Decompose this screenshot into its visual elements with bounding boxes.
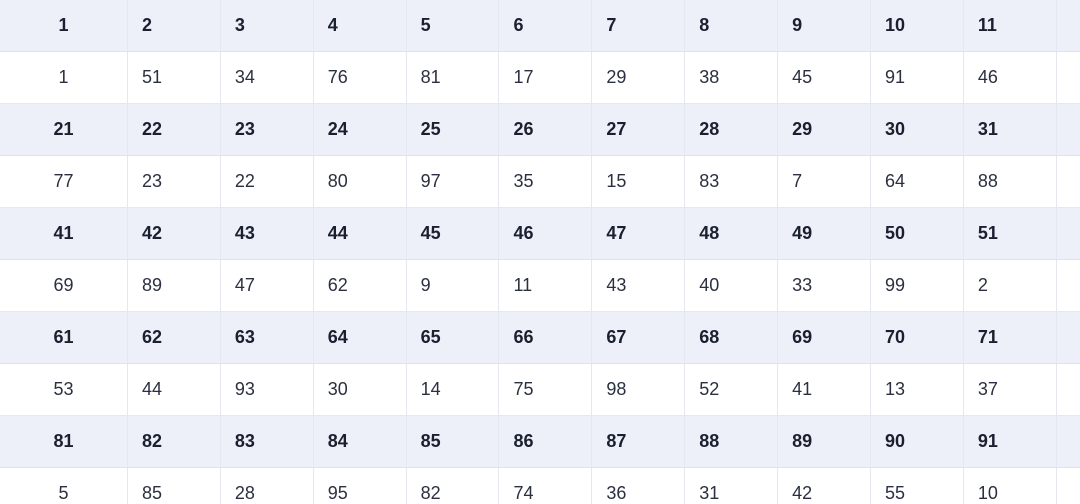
table-cell-spacer (1056, 156, 1080, 208)
column-header-cell: 7 (592, 0, 685, 52)
table-cell: 93 (220, 364, 313, 416)
table-cell: 41 (778, 364, 871, 416)
column-header-cell: 21 (0, 104, 127, 156)
column-header-cell: 9 (778, 0, 871, 52)
table-cell: 74 (499, 468, 592, 504)
column-header-cell: 30 (870, 104, 963, 156)
table-cell-spacer (1056, 0, 1080, 52)
table-cell: 38 (685, 52, 778, 104)
table-header-row (0, 312, 1080, 364)
table-cell: 42 (778, 468, 871, 504)
column-header-cell: 4 (313, 0, 406, 52)
table-cell: 37 (963, 364, 1056, 416)
table-cell: 46 (963, 52, 1056, 104)
table-cell: 77 (0, 156, 127, 208)
table-cell: 29 (592, 52, 685, 104)
column-header-cell: 66 (499, 312, 592, 364)
column-header-cell: 85 (406, 416, 499, 468)
column-header-cell: 44 (313, 208, 406, 260)
column-header-cell: 26 (499, 104, 592, 156)
table-cell-spacer (1056, 208, 1080, 260)
table-cell: 99 (870, 260, 963, 312)
column-header-cell: 43 (220, 208, 313, 260)
table-cell: 98 (592, 364, 685, 416)
column-header-cell: 46 (499, 208, 592, 260)
table-cell: 83 (685, 156, 778, 208)
column-header-cell: 41 (0, 208, 127, 260)
table-cell-spacer (1056, 364, 1080, 416)
table-cell: 1 (0, 52, 127, 104)
column-header-cell: 51 (963, 208, 1056, 260)
table-cell: 28 (220, 468, 313, 504)
table-cell: 5 (0, 468, 127, 504)
table-cell-spacer (1056, 416, 1080, 468)
table-cell: 13 (870, 364, 963, 416)
table-cell-spacer (1056, 260, 1080, 312)
column-header-cell: 81 (0, 416, 127, 468)
table-header-row (0, 416, 1080, 468)
column-header-cell: 29 (778, 104, 871, 156)
table-cell-spacer (1056, 52, 1080, 104)
column-header-cell: 90 (870, 416, 963, 468)
table-cell: 45 (778, 52, 871, 104)
table-cell: 55 (870, 468, 963, 504)
table-cell: 69 (0, 260, 127, 312)
table-cell: 35 (499, 156, 592, 208)
column-header-cell: 87 (592, 416, 685, 468)
table-cell: 82 (406, 468, 499, 504)
table-cell: 53 (0, 364, 127, 416)
column-header-cell: 27 (592, 104, 685, 156)
table-cell: 62 (313, 260, 406, 312)
table-cell: 76 (313, 52, 406, 104)
table-cell: 80 (313, 156, 406, 208)
table-row (0, 364, 1080, 416)
table-cell: 85 (127, 468, 220, 504)
column-header-cell: 89 (778, 416, 871, 468)
table-cell: 23 (127, 156, 220, 208)
column-header-cell: 62 (127, 312, 220, 364)
column-header-cell: 8 (685, 0, 778, 52)
column-header-cell: 1 (0, 0, 127, 52)
table-cell: 34 (220, 52, 313, 104)
column-header-cell: 64 (313, 312, 406, 364)
table-cell: 17 (499, 52, 592, 104)
column-header-cell: 86 (499, 416, 592, 468)
table-row (0, 468, 1080, 504)
column-header-cell: 6 (499, 0, 592, 52)
table-header-row (0, 208, 1080, 260)
column-header-cell: 65 (406, 312, 499, 364)
column-header-cell: 22 (127, 104, 220, 156)
table-row (0, 156, 1080, 208)
column-header-cell: 50 (870, 208, 963, 260)
table-cell: 10 (963, 468, 1056, 504)
column-header-cell: 63 (220, 312, 313, 364)
table-cell: 64 (870, 156, 963, 208)
table-cell-spacer (1056, 312, 1080, 364)
table-cell: 30 (313, 364, 406, 416)
table-cell: 2 (963, 260, 1056, 312)
table-cell: 97 (406, 156, 499, 208)
column-header-cell: 10 (870, 0, 963, 52)
table-cell: 95 (313, 468, 406, 504)
table-cell-spacer (1056, 468, 1080, 504)
table-cell: 44 (127, 364, 220, 416)
column-header-cell: 3 (220, 0, 313, 52)
table-cell: 22 (220, 156, 313, 208)
column-header-cell: 70 (870, 312, 963, 364)
table-cell: 43 (592, 260, 685, 312)
column-header-cell: 83 (220, 416, 313, 468)
table-cell: 51 (127, 52, 220, 104)
column-header-cell: 42 (127, 208, 220, 260)
column-header-cell: 25 (406, 104, 499, 156)
table-header-row (0, 0, 1080, 52)
column-header-cell: 91 (963, 416, 1056, 468)
column-header-cell: 48 (685, 208, 778, 260)
table-cell: 88 (963, 156, 1056, 208)
column-header-cell: 84 (313, 416, 406, 468)
table-cell: 7 (778, 156, 871, 208)
table-row (0, 260, 1080, 312)
column-header-cell: 28 (685, 104, 778, 156)
table-cell: 47 (220, 260, 313, 312)
column-header-cell: 45 (406, 208, 499, 260)
column-header-cell: 5 (406, 0, 499, 52)
table-cell: 11 (499, 260, 592, 312)
table-header-row (0, 104, 1080, 156)
table-cell: 33 (778, 260, 871, 312)
column-header-cell: 69 (778, 312, 871, 364)
column-header-cell: 61 (0, 312, 127, 364)
table-cell: 36 (592, 468, 685, 504)
column-header-cell: 23 (220, 104, 313, 156)
column-header-cell: 71 (963, 312, 1056, 364)
table-cell: 81 (406, 52, 499, 104)
table-cell: 9 (406, 260, 499, 312)
column-header-cell: 47 (592, 208, 685, 260)
column-header-cell: 82 (127, 416, 220, 468)
column-header-cell: 49 (778, 208, 871, 260)
column-header-cell: 68 (685, 312, 778, 364)
table-cell: 52 (685, 364, 778, 416)
column-header-cell: 2 (127, 0, 220, 52)
table-cell: 91 (870, 52, 963, 104)
column-header-cell: 11 (963, 0, 1056, 52)
column-header-cell: 88 (685, 416, 778, 468)
table-cell: 75 (499, 364, 592, 416)
table-cell: 89 (127, 260, 220, 312)
table-row (0, 52, 1080, 104)
column-header-cell: 67 (592, 312, 685, 364)
table-cell: 14 (406, 364, 499, 416)
column-header-cell: 24 (313, 104, 406, 156)
column-header-cell: 31 (963, 104, 1056, 156)
table-cell: 31 (685, 468, 778, 504)
table-cell: 40 (685, 260, 778, 312)
table-cell: 15 (592, 156, 685, 208)
table-cell-spacer (1056, 104, 1080, 156)
